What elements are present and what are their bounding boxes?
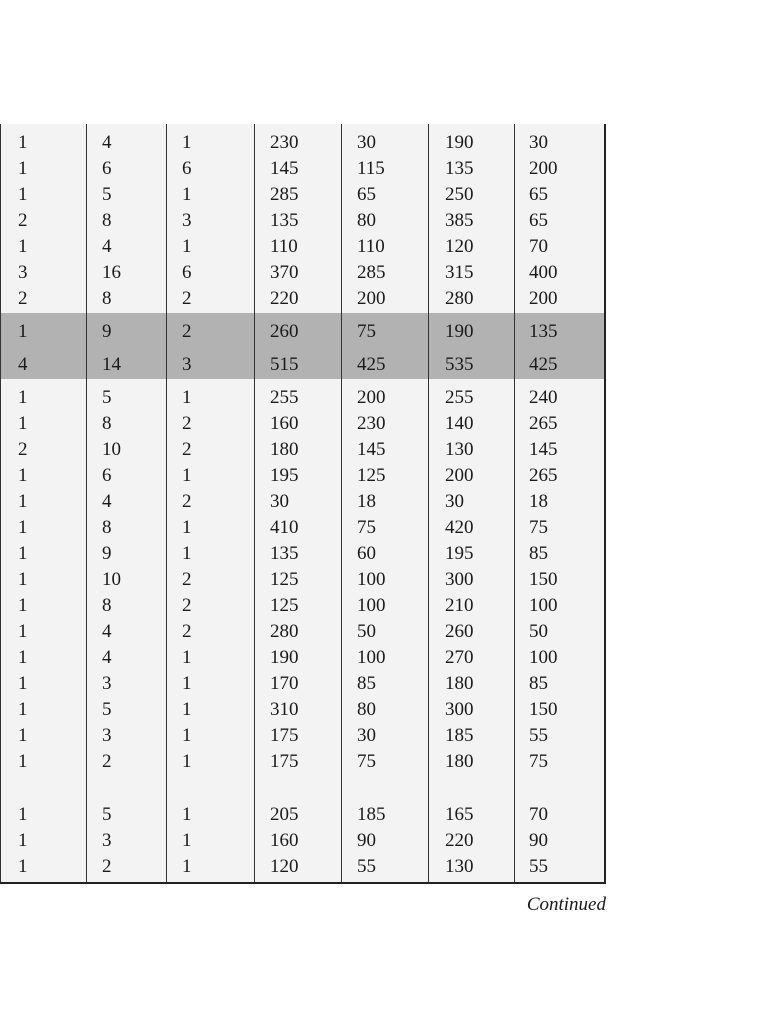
table-cell: 1: [182, 387, 192, 408]
table-cell: 1: [18, 543, 28, 564]
table-cell: 200: [529, 288, 558, 309]
table-cell: 6: [182, 158, 192, 179]
table-cell: 265: [529, 465, 558, 486]
table-cell: 9: [102, 321, 112, 342]
table-cell: 185: [357, 804, 386, 825]
table-cell: 180: [270, 439, 299, 460]
table-cell: 1: [18, 158, 28, 179]
table-cell: 1: [182, 725, 192, 746]
table-cell: 1: [182, 673, 192, 694]
table-cell: 400: [529, 262, 558, 283]
table-cell: 75: [529, 517, 548, 538]
table-cell: 1: [18, 751, 28, 772]
table-cell: 65: [529, 184, 548, 205]
table-cell: 100: [529, 647, 558, 668]
table-cell: 18: [357, 491, 376, 512]
table-cell: 1: [182, 465, 192, 486]
table-cell: 130: [445, 439, 474, 460]
table-cell: 255: [270, 387, 299, 408]
table-cell: 1: [18, 321, 28, 342]
table-cell: 2: [182, 439, 192, 460]
table-cell: 5: [102, 184, 112, 205]
table-cell: 75: [357, 517, 376, 538]
table-cell: 1: [182, 236, 192, 257]
table-cell: 370: [270, 262, 299, 283]
table-cell: 2: [182, 413, 192, 434]
table-cell: 135: [270, 210, 299, 231]
table-cell: 195: [445, 543, 474, 564]
table-cell: 270: [445, 647, 474, 668]
table-cell: 4: [102, 491, 112, 512]
table-cell: 2: [182, 595, 192, 616]
table-cell: 125: [270, 569, 299, 590]
table-cell: 3: [102, 830, 112, 851]
column-divider: [514, 124, 515, 882]
table-cell: 8: [102, 517, 112, 538]
table-cell: 285: [357, 262, 386, 283]
table-cell: 75: [529, 751, 548, 772]
table-cell: 300: [445, 569, 474, 590]
table-cell: 1: [18, 673, 28, 694]
table-cell: 3: [18, 262, 28, 283]
table-cell: 10: [102, 439, 121, 460]
table-cell: 1: [18, 569, 28, 590]
table-cell: 3: [182, 210, 192, 231]
table-cell: 145: [270, 158, 299, 179]
table-cell: 55: [529, 856, 548, 877]
table-cell: 1: [18, 236, 28, 257]
table-cell: 55: [529, 725, 548, 746]
table-cell: 6: [102, 158, 112, 179]
table-cell: 220: [270, 288, 299, 309]
table-cell: 2: [102, 751, 112, 772]
table-cell: 160: [270, 830, 299, 851]
data-table: [0, 124, 606, 884]
table-cell: 1: [18, 595, 28, 616]
table-cell: 70: [529, 236, 548, 257]
table-cell: 310: [270, 699, 299, 720]
table-cell: 3: [102, 725, 112, 746]
table-cell: 90: [529, 830, 548, 851]
table-cell: 200: [357, 288, 386, 309]
table-cell: 140: [445, 413, 474, 434]
table-cell: 50: [529, 621, 548, 642]
table-cell: 160: [270, 413, 299, 434]
table-cell: 315: [445, 262, 474, 283]
table-cell: 5: [102, 387, 112, 408]
table-cell: 10: [102, 569, 121, 590]
table-cell: 1: [182, 804, 192, 825]
table-cell: 30: [357, 132, 376, 153]
table-cell: 1: [182, 132, 192, 153]
table-cell: 85: [529, 543, 548, 564]
table-cell: 1: [18, 621, 28, 642]
column-divider: [166, 124, 167, 882]
table-cell: 1: [182, 751, 192, 772]
table-cell: 60: [357, 543, 376, 564]
table-cell: 1: [18, 491, 28, 512]
table-cell: 125: [270, 595, 299, 616]
table-cell: 200: [357, 387, 386, 408]
table-cell: 85: [357, 673, 376, 694]
table-cell: 8: [102, 210, 112, 231]
table-cell: 2: [182, 491, 192, 512]
table-cell: 300: [445, 699, 474, 720]
table-cell: 425: [357, 354, 386, 375]
table-cell: 1: [18, 465, 28, 486]
table-cell: 410: [270, 517, 299, 538]
table-cell: 185: [445, 725, 474, 746]
table-cell: 1: [182, 830, 192, 851]
table-cell: 265: [529, 413, 558, 434]
column-divider: [86, 124, 87, 882]
table-cell: 6: [102, 465, 112, 486]
table-cell: 100: [357, 595, 386, 616]
table-cell: 5: [102, 804, 112, 825]
table-cell: 1: [18, 725, 28, 746]
table-cell: 255: [445, 387, 474, 408]
table-cell: 55: [357, 856, 376, 877]
continued-label: Continued: [526, 894, 606, 915]
table-cell: 75: [357, 751, 376, 772]
table-cell: 115: [357, 158, 385, 179]
table-cell: 190: [270, 647, 299, 668]
table-cell: 1: [18, 517, 28, 538]
table-cell: 2: [182, 569, 192, 590]
table-cell: 165: [445, 804, 474, 825]
table-cell: 1: [18, 132, 28, 153]
table-cell: 1: [18, 647, 28, 668]
table-cell: 220: [445, 830, 474, 851]
table-cell: 100: [357, 647, 386, 668]
table-cell: 420: [445, 517, 474, 538]
table-cell: 2: [182, 321, 192, 342]
table-cell: 100: [357, 569, 386, 590]
table-cell: 1: [18, 413, 28, 434]
table-cell: 1: [182, 184, 192, 205]
table-cell: 385: [445, 210, 474, 231]
table-cell: 145: [357, 439, 386, 460]
table-cell: 8: [102, 288, 112, 309]
table-cell: 135: [529, 321, 558, 342]
table-cell: 2: [18, 210, 28, 231]
table-cell: 30: [357, 725, 376, 746]
table-cell: 8: [102, 595, 112, 616]
table-cell: 180: [445, 673, 474, 694]
table-cell: 200: [445, 465, 474, 486]
table-cell: 30: [270, 491, 289, 512]
table-cell: 135: [445, 158, 474, 179]
table-cell: 260: [445, 621, 474, 642]
table-cell: 3: [102, 673, 112, 694]
column-divider: [341, 124, 342, 882]
table-cell: 190: [445, 132, 474, 153]
table-cell: 30: [445, 491, 464, 512]
table-cell: 170: [270, 673, 299, 694]
table-cell: 1: [182, 647, 192, 668]
table-cell: 4: [102, 621, 112, 642]
table-cell: 4: [102, 132, 112, 153]
table-cell: 1: [182, 517, 192, 538]
table-cell: 2: [102, 856, 112, 877]
table-cell: 190: [445, 321, 474, 342]
column-divider: [428, 124, 429, 882]
table-cell: 180: [445, 751, 474, 772]
table-cell: 9: [102, 543, 112, 564]
table-cell: 135: [270, 543, 299, 564]
table-cell: 16: [102, 262, 121, 283]
table-cell: 240: [529, 387, 558, 408]
table-cell: 100: [529, 595, 558, 616]
table-cell: 1: [18, 856, 28, 877]
table-cell: 2: [182, 288, 192, 309]
table-cell: 280: [445, 288, 474, 309]
table-cell: 130: [445, 856, 474, 877]
table-cell: 280: [270, 621, 299, 642]
table-cell: 30: [529, 132, 548, 153]
table-cell: 205: [270, 804, 299, 825]
table-cell: 4: [102, 236, 112, 257]
table-cell: 90: [357, 830, 376, 851]
table-cell: 195: [270, 465, 299, 486]
table-cell: 145: [529, 439, 558, 460]
table-cell: 1: [182, 856, 192, 877]
table-cell: 1: [18, 387, 28, 408]
table-cell: 230: [270, 132, 299, 153]
table-cell: 80: [357, 699, 376, 720]
table-cell: 250: [445, 184, 474, 205]
table-cell: 1: [182, 699, 192, 720]
table-cell: 2: [182, 621, 192, 642]
table-cell: 8: [102, 413, 112, 434]
table-cell: 6: [182, 262, 192, 283]
table-cell: 285: [270, 184, 299, 205]
table-cell: 14: [102, 354, 121, 375]
table-cell: 18: [529, 491, 548, 512]
table-cell: 5: [102, 699, 112, 720]
table-cell: 150: [529, 699, 558, 720]
table-cell: 1: [18, 699, 28, 720]
table-cell: 110: [357, 236, 385, 257]
table-cell: 85: [529, 673, 548, 694]
table-cell: 120: [445, 236, 474, 257]
table-cell: 120: [270, 856, 299, 877]
table-cell: 260: [270, 321, 299, 342]
table-cell: 515: [270, 354, 299, 375]
table-cell: 125: [357, 465, 386, 486]
table-cell: 4: [102, 647, 112, 668]
table-cell: 50: [357, 621, 376, 642]
table-cell: 535: [445, 354, 474, 375]
table-cell: 150: [529, 569, 558, 590]
table-cell: 1: [18, 184, 28, 205]
table-cell: 65: [357, 184, 376, 205]
table-cell: 425: [529, 354, 558, 375]
column-divider: [254, 124, 255, 882]
table-cell: 65: [529, 210, 548, 231]
table-cell: 2: [18, 439, 28, 460]
table-cell: 3: [182, 354, 192, 375]
table-cell: 70: [529, 804, 548, 825]
table-cell: 110: [270, 236, 298, 257]
table-cell: 230: [357, 413, 386, 434]
table-cell: 175: [270, 725, 299, 746]
table-cell: 1: [18, 804, 28, 825]
table-cell: 80: [357, 210, 376, 231]
table-cell: 1: [182, 543, 192, 564]
table-cell: 200: [529, 158, 558, 179]
table-cell: 1: [18, 830, 28, 851]
table-cell: 210: [445, 595, 474, 616]
table-cell: 4: [18, 354, 28, 375]
table-cell: 75: [357, 321, 376, 342]
column-divider: [0, 124, 1, 882]
table-cell: 175: [270, 751, 299, 772]
table-cell: 2: [18, 288, 28, 309]
